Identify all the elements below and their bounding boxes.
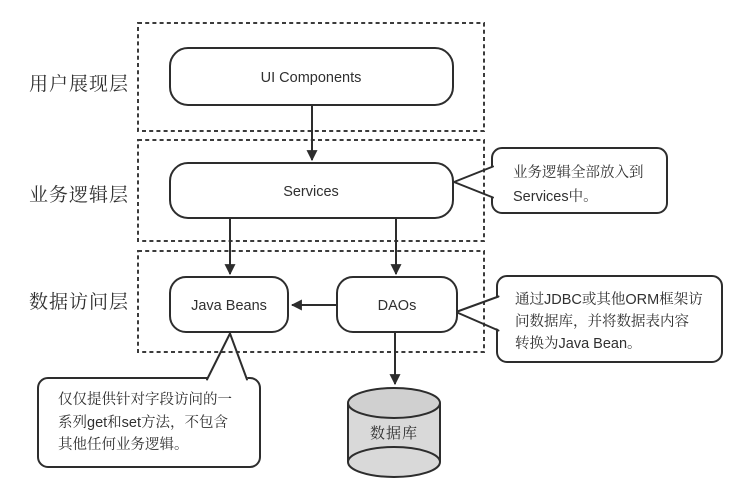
node-daos [337,277,457,332]
callout-services-tail-mask [454,164,497,200]
layer-label-data-access: 数据访问层 [28,292,130,313]
node-java-beans [170,277,288,332]
callout-daos-line-3: 转换为Java Bean。 [515,336,642,352]
callout-daos-tail-mask [456,295,503,331]
callout-daos-line-1: 通过JDBC或其他ORM框架访 [515,292,703,308]
callout-java-beans-line-3: 其他任何业务逻辑。 [58,437,189,453]
callout-daos-line-2: 问数据库，并将数据表内容 [515,314,689,330]
node-ui-components-label: UI Components [260,70,362,86]
node-ui-components [170,48,453,105]
node-java-beans-label: Java Beans [191,298,267,314]
node-services [170,163,453,218]
layer-label-presentation: 用户展现层 [28,74,130,95]
callout-java-beans-line-2: 系列get和set方法，不包含 [58,415,228,431]
callout-java-beans-line-1: 仅仅提供针对字段访问的一 [58,392,232,408]
database-label: 数据库 [369,425,419,442]
connectors [230,105,396,384]
node-daos-label: DAOs [377,298,417,314]
callout-services-line-1: 业务逻辑全部放入到 [513,165,644,181]
layer-label-business: 业务逻辑层 [28,185,130,206]
callout-services-line-2: Services中。 [513,189,598,205]
database-cylinder-bottom [348,447,440,477]
database-cylinder-top [348,388,440,418]
database-cylinder [348,388,440,477]
node-services-label: Services [283,184,339,200]
